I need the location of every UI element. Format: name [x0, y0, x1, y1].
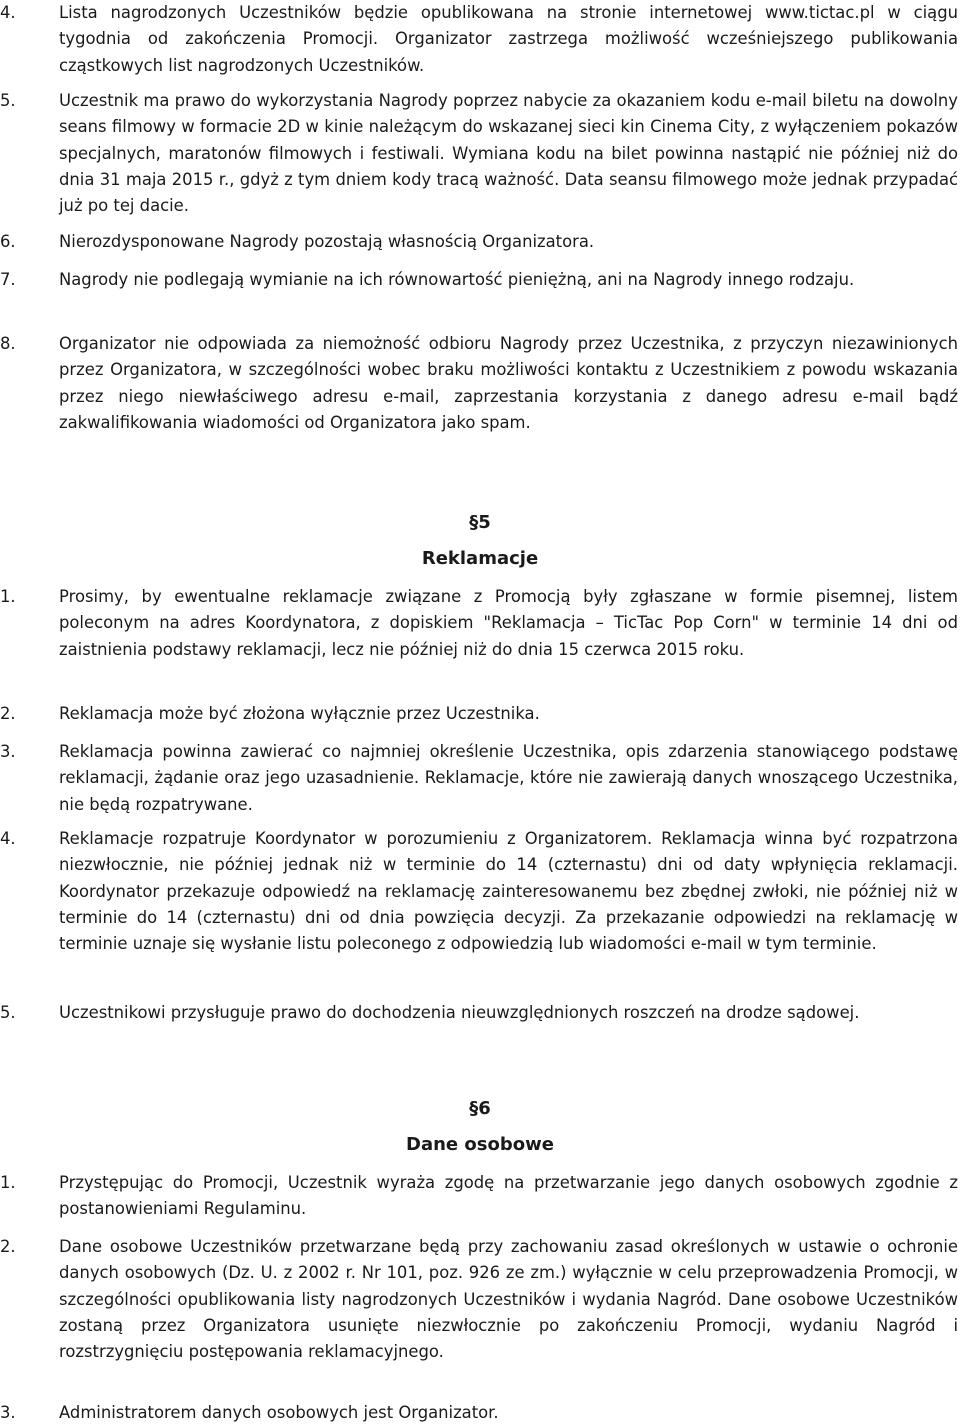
item-text: Reklamacja powinna zawierać co najmniej określenie Uczestnika, opis zdarzenia stanowiącego podstawę reklamacji, żądanie oraz jego uzasadnienie. Reklamacje, które nie zawierają danych wnoszącego Uczestnika, nie będą rozpatrywane.: [59, 742, 958, 814]
item-number: 3.: [0, 1403, 16, 1422]
section-number: §5: [469, 512, 491, 533]
item-text: Organizator nie odpowiada za niemożność odbioru Nagrody przez Uczestnika, z przyczyn niezawinionych przez Organizatora, w szczególności wobec braku możliwości kontaktu z Uczestnikiem z powodu wskazania przez niego niewłaściwego adresu e-mail, zaprzestania korzystania z danego adresu e-mail bądź zakwalifikowania wiadomości od Organizatora jako spam.: [59, 334, 958, 432]
item-number: 5.: [0, 1003, 16, 1022]
item-number: 7.: [0, 270, 16, 289]
list-item: [0, 1170, 958, 1223]
item-number: 8.: [0, 334, 16, 353]
item-number: 5.: [0, 91, 16, 110]
list-item: [0, 0, 958, 79]
item-number: 3.: [0, 742, 16, 761]
item-text: Uczestnikowi przysługuje prawo do dochodzenia nieuwzględnionych roszczeń na drodze sądowej.: [59, 1003, 860, 1022]
list-item: [0, 701, 958, 727]
item-text: Nierozdysponowane Nagrody pozostają własnością Organizatora.: [59, 232, 595, 251]
list-item: [0, 1234, 958, 1365]
item-number: 1.: [0, 587, 16, 606]
list-item: [0, 229, 958, 255]
list-item: [0, 331, 958, 436]
item-text: Przystępując do Promocji, Uczestnik wyraża zgodę na przetwarzanie jego danych osobowych zgodnie z postanowieniami Regulaminu.: [59, 1173, 958, 1219]
item-number: 6.: [0, 232, 16, 251]
item-text: Reklamacje rozpatruje Koordynator w porozumieniu z Organizatorem. Reklamacja winna być rozpatrzona niezwłocznie, nie później jednak niż w terminie do 14 (czternastu) dni od daty wpłynięcia reklamacji. Koordynator przekazuje odpowiedź na reklamację zainteresowanemu bez zbędnej zwłoki, nie później niż w terminie do 14 (czternastu) dni od dnia powzięcia decyzji. Za przekazanie odpowiedzi na reklamację w terminie uznaje się wysłanie listu poleconego z odpowiedzią lub wiadomości e-mail w tym terminie.: [59, 829, 958, 954]
list-item: [0, 1000, 958, 1026]
text-before-link: Lista nagrodzonych Uczestników będzie opublikowana na stronie internetowej: [59, 3, 765, 22]
text-after-link: w ciągu tygodnia od zakończenia Promocji. Organizator zastrzega możliwość wcześniejszego publikowania cząstkowych list nagrodzonych Uczestników.: [59, 3, 958, 75]
section-title: Dane osobowe: [406, 1134, 554, 1155]
item-number: 2.: [0, 704, 16, 723]
item-text: Prosimy, by ewentualne reklamacje związane z Promocją były zgłaszane w formie pisemnej, listem poleconym na adres Koordynatora, z dopiskiem "Reklamacja – TicTac Pop Corn" w terminie 14 dni od zaistnienia podstawy reklamacji, lecz nie później niż do dnia 15 czerwca 2015 roku.: [59, 587, 958, 659]
item-number: 2.: [0, 1237, 16, 1256]
item-text: [59, 0, 958, 79]
website-link[interactable]: www.tictac.pl: [764, 3, 875, 22]
item-text: Reklamacja może być złożona wyłącznie przez Uczestnika.: [59, 704, 540, 723]
section-number: §6: [469, 1098, 491, 1119]
list-item: [0, 267, 958, 293]
list-item: [0, 88, 958, 219]
item-number: 4.: [0, 3, 16, 22]
item-number: 1.: [0, 1173, 16, 1192]
list-item: [0, 739, 958, 818]
item-text: Nagrody nie podlegają wymianie na ich równowartość pieniężną, ani na Nagrody innego rodzaju.: [59, 270, 855, 289]
item-text: Dane osobowe Uczestników przetwarzane będą przy zachowaniu zasad określonych w ustawie o ochronie danych osobowych (Dz. U. z 2002 r. Nr 101, poz. 926 ze zm.) wyłącznie w celu przeprowadzenia Promocji, w szczególności opublikowania listy nagrodzonych Uczestników i wydania Nagród. Dane osobowe Uczestników zostaną przez Organizatora usunięte niezwłocznie po zakończeniu Promocji, wydaniu Nagród i rozstrzygnięciu postępowania reklamacyjnego.: [59, 1237, 958, 1362]
item-text: Uczestnik ma prawo do wykorzystania Nagrody poprzez nabycie za okazaniem kodu e-mail biletu na dowolny seans filmowy w formacie 2D w kinie należącym do wskazanej sieci kin Cinema City, z wyłączeniem pokazów specjalnych, maratonów filmowych i festiwali. Wymiana kodu na bilet powinna nastąpić nie później niż do dnia 31 maja 2015 r., gdyż z tym dniem kody tracą ważność. Data seansu filmowego może jednak przypadać już po tej dacie.: [59, 91, 958, 216]
item-number: 4.: [0, 829, 16, 848]
list-item: [0, 1400, 958, 1426]
list-item: [0, 584, 958, 663]
item-text: Administratorem danych osobowych jest Organizator.: [59, 1403, 499, 1422]
list-item: [0, 826, 958, 957]
section-title: Reklamacje: [421, 548, 539, 569]
